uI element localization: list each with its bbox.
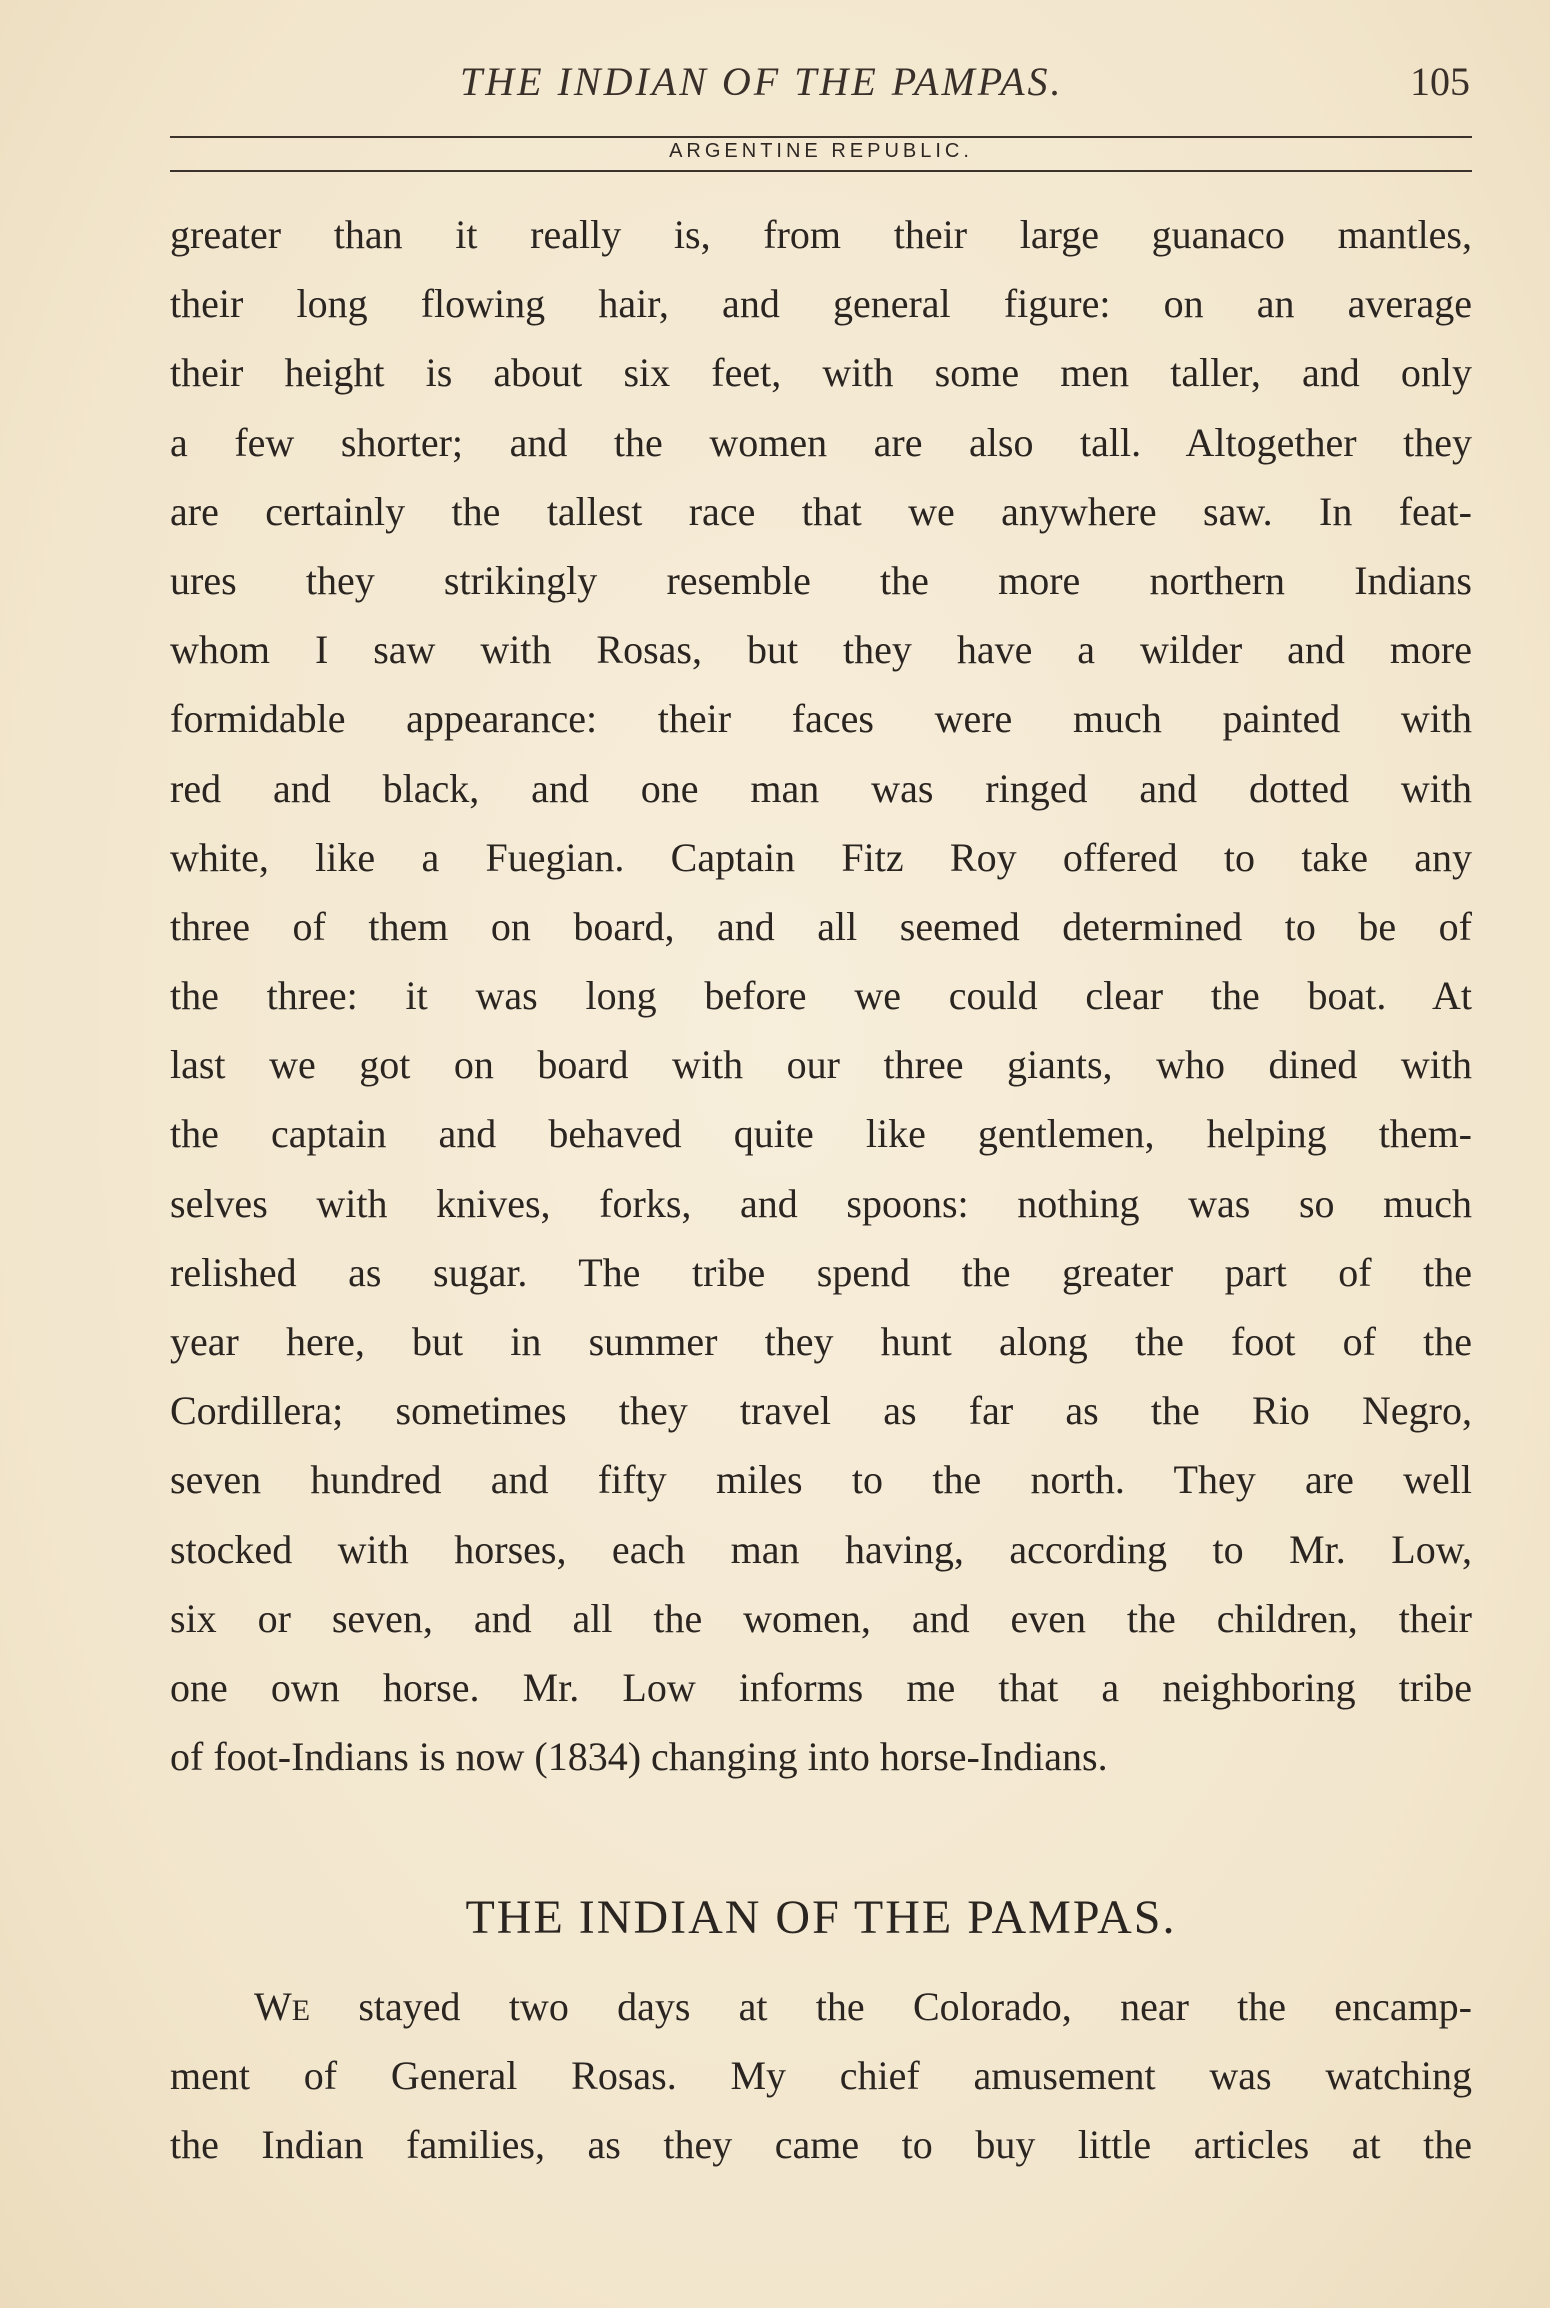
text-line: three of them on board, and all seemed determined to be of xyxy=(170,903,1472,949)
text-line: their long flowing hair, and general figure: on an average xyxy=(170,281,1472,327)
bottom-rule xyxy=(170,170,1472,172)
text-line: formidable appearance: their faces were much painted with xyxy=(170,696,1472,742)
section-paragraph xyxy=(170,1972,1472,2180)
running-title: THE INDIAN OF THE PAMPAS. xyxy=(460,59,1064,104)
text-line: the captain and behaved quite like gentlemen, helping them- xyxy=(170,1111,1472,1157)
text-line: are certainly the tallest race that we anywhere saw. In feat- xyxy=(170,488,1472,534)
text-line: last we got on board with our three giants, who dined with xyxy=(170,1042,1472,1088)
running-head xyxy=(170,58,1470,112)
text-line: the Indian families, as they came to buy little articles at the xyxy=(170,2122,1472,2168)
page-number: 105 xyxy=(1410,59,1470,104)
text-line: one own horse. Mr. Low informs me that a neighboring tribe xyxy=(170,1664,1472,1710)
section-heading: THE INDIAN OF THE PAMPAS. xyxy=(465,1891,1177,1944)
subhead-text: ARGENTINE REPUBLIC. xyxy=(669,140,973,162)
first-line-text: stayed two days at the Colorado, near the encamp- xyxy=(310,1984,1472,2029)
body-paragraph xyxy=(170,200,1472,1791)
text-line: red and black, and one man was ringed and dotted with xyxy=(170,765,1472,811)
text-line: the three: it was long before we could clear the boat. At xyxy=(170,973,1472,1019)
text-line: ures they strikingly resemble the more northern Indians xyxy=(170,557,1472,603)
text-line: seven hundred and fifty miles to the north. They are well xyxy=(170,1457,1472,1503)
text-line: Cordillera; sometimes they travel as far as the Rio Negro, xyxy=(170,1388,1472,1434)
text-line: their height is about six feet, with some men taller, and only xyxy=(170,350,1472,396)
text-line: stocked with horses, each man having, according to Mr. Low, xyxy=(170,1526,1472,1572)
text-line-first xyxy=(170,1972,1472,2041)
text-line: white, like a Fuegian. Captain Fitz Roy offered to take any xyxy=(170,834,1472,880)
drop-initial: W xyxy=(254,1984,292,2029)
text-line: ment of General Rosas. My chief amusement was watching xyxy=(170,2053,1472,2099)
text-line: six or seven, and all the women, and even the children, their xyxy=(170,1595,1472,1641)
text-line: greater than it really is, from their large guanaco mantles, xyxy=(170,212,1472,257)
text-line: selves with knives, forks, and spoons: nothing was so much xyxy=(170,1180,1472,1226)
small-caps-rest: E xyxy=(291,1994,311,2027)
text-line: a few shorter; and the women are also tall. Altogether they xyxy=(170,419,1472,465)
text-line: whom I saw with Rosas, but they have a wilder and more xyxy=(170,627,1472,673)
section-subhead xyxy=(170,136,1472,176)
text-line: relished as sugar. The tribe spend the greater part of the xyxy=(170,1249,1472,1295)
text-line: year here, but in summer they hunt along the foot of the xyxy=(170,1319,1472,1364)
top-rule xyxy=(170,136,1472,138)
text-line: of foot-Indians is now (1834) changing into horse-Indians. xyxy=(170,1734,1108,1780)
